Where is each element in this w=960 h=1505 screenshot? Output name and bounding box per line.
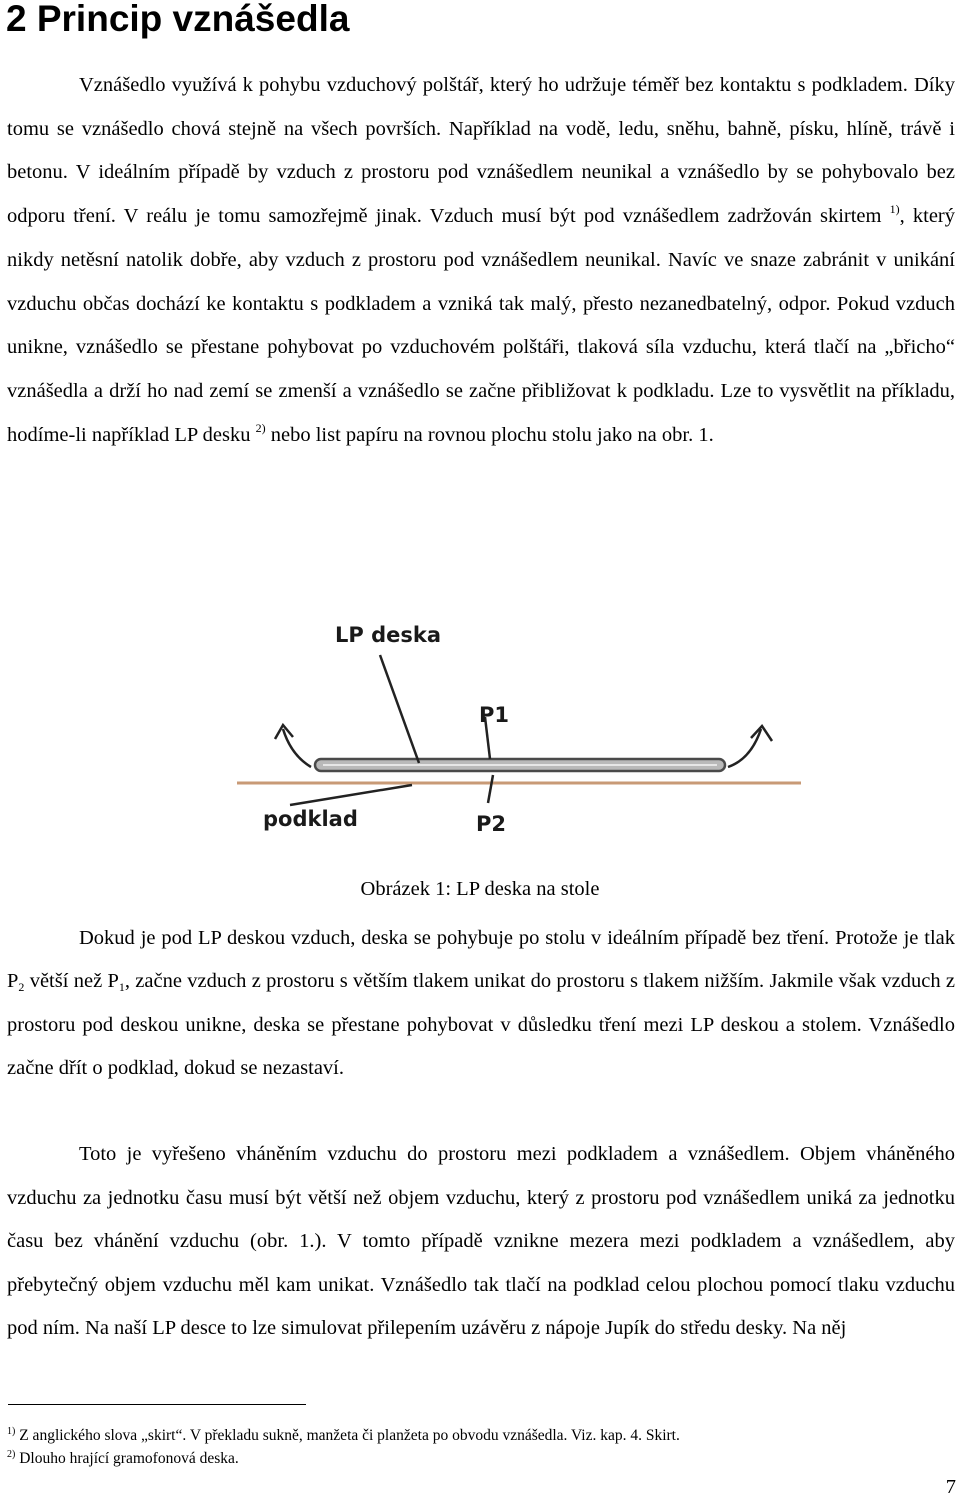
paragraph-pressure (7, 917, 955, 1091)
label-lp-deska: LP deska (335, 623, 441, 647)
footnote-2 (7, 1448, 680, 1471)
label-p1: P1 (479, 703, 510, 727)
footnotes (7, 1425, 680, 1470)
chapter-heading: 2 Princip vznášedla (6, 0, 350, 39)
page-number: 7 (945, 1476, 956, 1498)
podklad-leader (290, 785, 412, 805)
paragraph-text: , který nikdy netěsní natolik dobře, aby vzduch z prostoru pod vznášedlem neunikal. Navíc ve snaze zabránit v unikání vzduchu občas dochází ke kontaktu s podkladem a vzniká tak malý, přesto nezanedbatelný, odpor. Pokud vzduch unikne, vznášedlo se přestane pohybovat po vzduchovém polštáři, tlaková síla vzduchu, která tlačí na „břicho“ vznášedla a drží ho nad zemí se zmenší a vznášedlo se začne přibližovat k podkladu. Lze to vysvětlit na příkladu, hodíme-li například LP desku (7, 205, 956, 446)
paragraph-text: Vznášedlo využívá k pohybu vzduchový polštář, který ho udržuje téměř bez kontaktu s podkladem. Díky tomu se vznášedlo chová stejně na všech površích. Například na vodě, ledu, sněhu, bahně, písku, hlíně, trávě i betonu. V ideálním případě by vzduch z prostoru pod vznášedlem neunikal a vznášedlo by se pohybovalo bez odporu tření. V reálu je tomu samozřejmě jinak. Vzduch musí být pod vznášedlem zadržován skirtem (7, 74, 955, 228)
paragraph-text: větší než P (24, 970, 119, 993)
footnote-mark: 2) (7, 1448, 16, 1460)
label-p2: P2 (476, 812, 507, 836)
subscript: 2 (18, 980, 25, 995)
paragraph-intro (7, 64, 955, 457)
lp-deska-figure (215, 605, 815, 855)
lp-deska-leader (380, 655, 419, 763)
paragraph-text: nebo list papíru na rovnou plochu stolu jako na obr. 1. (265, 423, 714, 446)
paragraph-solution: Toto je vyřešeno vháněním vzduchu do prostoru mezi podkladem a vznášedlem. Objem vháněného vzduchu za jednotku času musí být větší než objem vzduchu, který z prostoru pod vznášedlem uniká za jednotku času bez vhánění vzduchu (obr. 1.). V tomto případě vznikne mezera mezi podkladem a vznášedlem, aby přebytečný objem vzduchu měl kam unikat. Vznášedlo tak tlačí na podklad celou plochou pomocí tlaku vzduchu pod ním. Na naší LP desce to lze simulovat přilepením uzávěru z nápoje Jupík do středu desky. Na něj (7, 1143, 955, 1340)
subscript: 1 (118, 980, 125, 995)
footnote-ref: 1) (889, 202, 900, 217)
paragraph-text: Dokud je pod LP deskou vzduch, deska se pohybuje po stolu v ideálním případě bez tření. Protože je tlak P (7, 927, 955, 993)
footnote-text: Z anglického slova „skirt“. V překladu sukně, manžeta či planžeta po obvodu vznášedla. Viz. kap. 4. Skirt. (15, 1427, 680, 1444)
paragraph-text: , začne vzduch z prostoru s větším tlakem unikat do prostoru s tlakem nižším. Jakmile však vzduch z prostoru pod deskou unikne, deska se přestane pohybovat v důsledku tření mezi LP deskou a stolem. Vznášedlo začne dřít o podklad, dokud se nezastaví. (7, 970, 955, 1080)
footnote-ref: 2) (255, 420, 266, 435)
label-podklad: podklad (263, 807, 358, 831)
p2-leader (488, 775, 493, 803)
footnote-mark: 1) (7, 1426, 16, 1437)
figure-caption: Obrázek 1: LP deska na stole (360, 878, 600, 900)
footnote-1 (7, 1425, 680, 1448)
footnote-separator (8, 1404, 306, 1405)
footnote-text: Dlouho hrající gramofonová deska. (15, 1449, 239, 1467)
arrowhead-right (751, 726, 772, 741)
air-flow-right-arrow (728, 729, 761, 767)
air-flow-left-arrow (283, 729, 311, 767)
